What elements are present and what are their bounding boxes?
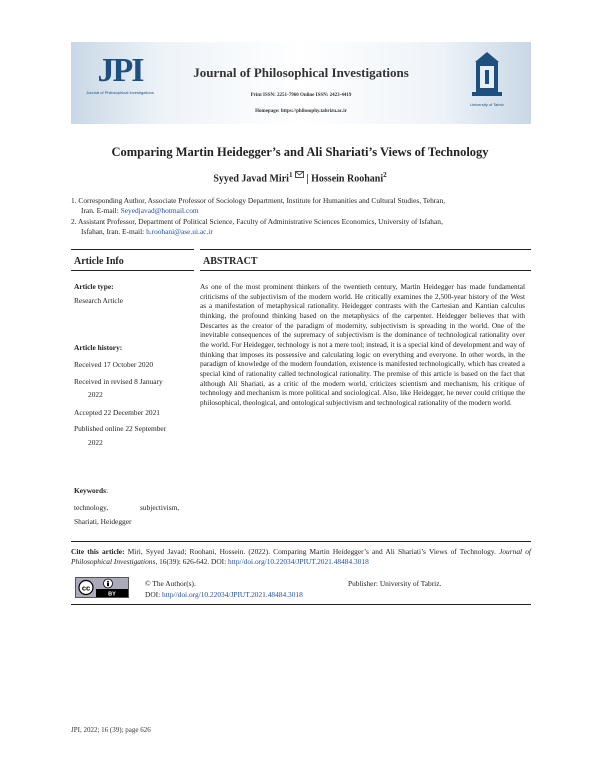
cite-top-rule	[71, 541, 531, 542]
history-revised: Received in revised 8 January	[74, 377, 163, 386]
affiliation-2	[71, 217, 531, 237]
info-top-rule	[71, 249, 194, 250]
affiliation-1-line2	[71, 206, 531, 216]
university-logo	[457, 50, 517, 116]
affiliation-1-line1: 1. Corresponding Author, Associate Professor of Sociology Department, Institute for Humanities and Cultural Studies, Tehran,	[71, 196, 446, 205]
abstract-header: ABSTRACT	[203, 256, 258, 267]
author-1-sup: 1	[288, 171, 293, 179]
authors-line	[0, 171, 600, 184]
affiliation-1-email[interactable]: Seyedjavad@hotmail.com	[120, 206, 199, 215]
history-published: Published online 22 September	[74, 424, 167, 433]
journal-title: Journal of Philosophical Investigations	[193, 65, 409, 80]
keyword-subjectivism: subjectivism,	[140, 503, 180, 512]
cc-by-icon	[76, 578, 128, 597]
keywords-label: Keywords:	[74, 486, 109, 495]
jpi-logo-caption: Journal of Philosophical Investigations	[86, 90, 154, 95]
abstract-bottom-rule	[200, 270, 531, 271]
article-title: Comparing Martin Heidegger’s and Ali Shariati’s Views of Technology	[111, 145, 489, 159]
affiliation-1	[71, 196, 531, 216]
cite-text-2: , 16(39): 626-642. DOI:	[155, 557, 229, 566]
article-type-label: Article type:	[74, 282, 114, 291]
author-2-sup: 2	[383, 171, 387, 179]
cc-by-badge[interactable]	[75, 577, 129, 598]
keywords-line-1	[74, 503, 194, 513]
cite-journal: Journal of Philosophical Investigations	[71, 547, 531, 566]
author-2-name: Hossein Roohani	[311, 173, 384, 185]
affiliation-2-line1: 2. Assistant Professor, Department of Political Science, Faculty of Administrative Sciences Economics, University of Isfahan,	[71, 217, 443, 226]
history-published-year: 2022	[88, 438, 103, 447]
affiliation-2-prefix: Isfahan, Iran. E-mail:	[81, 227, 147, 236]
jpi-logo-mark: JPI	[97, 52, 143, 89]
abstract-text: As one of the most prominent thinkers of the twentieth century, Martin Heidegger has made fundamental criticisms of the subjectivism of the modern world. He critically examines the 2,500-year history of the West as a manifestation of metaphysical rationality. Heidegger contrasts with the Cartesian and Kantian calculus thinking, the profound thinking based on the metaphysics of the carpenter. Heidegger believes that with Descartes as the creator of the paradigm of modernity, subjectivism is spreading in the world. One of the inevitable consequences of the supremacy of subjectivism is the dominance of technological rationality over the world. For Heidegger, technology is not a mere tool; instead, it is a special kind of development and way of thinking that imposes its possessive and calculating logic on everything and everyone. In other words, in the paradigm of knowledge of the modern foundation, existence is manifested technologically, which has created a special kind of rationality called technological rationality. The premise of this article is based on the fact that although Ali Shariati, as a critic of the modern world, criticizes scientism and mechanism, his critique of technology and mechanism is more political and sociological. Also, like Heidegger, he never could critique the philosophical, theological, and ontological subjectivism and technological rationality of the modern world.	[200, 282, 525, 407]
affiliation-2-line2	[71, 227, 531, 237]
article-history-label: Article history:	[74, 343, 123, 352]
cite-doi-link[interactable]: http//doi.org/10.22034/JPIUT.2021.48484.3018	[228, 557, 369, 566]
journal-homepage[interactable]: Homepage: https://philosophy.tabrizu.ac.ir	[255, 109, 347, 114]
history-received: Received 17 October 2020	[74, 360, 154, 369]
cite-label: Cite this article:	[71, 547, 125, 556]
cite-bottom-rule	[71, 604, 531, 605]
author-separator: |	[303, 173, 312, 185]
license-doi-link[interactable]: http//doi.org/10.22034/JPIUT.2021.48484.3018	[162, 590, 303, 599]
by-mark: BY	[108, 591, 116, 597]
license-doi-prefix: DOI:	[145, 590, 163, 599]
info-bottom-rule	[71, 270, 194, 271]
history-accepted: Accepted 22 December 2021	[74, 408, 160, 417]
author-1-name: Syyed Javad Miri	[213, 173, 289, 185]
journal-issn: Print ISSN: 2251-7960 Online ISSN: 2423-4419	[250, 93, 352, 98]
license-doi	[145, 590, 303, 599]
cite-text-1: Miri, Syyed Javad; Roohani, Hossein. (2022). Comparing Martin Heidegger’s and Ali Shariati’s Views of Technology.	[124, 547, 500, 556]
affiliation-2-email[interactable]: h.roohani@ase.ui.ac.ir	[146, 227, 213, 236]
cite-block	[71, 547, 531, 567]
article-info-header: Article Info	[74, 256, 124, 267]
abstract-top-rule	[200, 249, 531, 250]
license-author: © The Author(s).	[145, 579, 196, 588]
history-revised-year: 2022	[88, 390, 103, 399]
keyword-technology: technology,	[74, 503, 109, 512]
article-type-value: Research Article	[74, 296, 124, 305]
affiliation-1-prefix: Iran. E-mail:	[81, 206, 121, 215]
page-footer: JPI, 2022; 16 (39); page 626	[71, 726, 151, 734]
keywords-line-2: Shariati, Heidegger	[74, 517, 132, 526]
cc-mark: cc	[81, 583, 91, 593]
journal-banner	[71, 42, 531, 124]
envelope-icon[interactable]	[295, 171, 304, 178]
university-emblem-icon	[468, 50, 506, 102]
license-publisher: Publisher: University of Tabriz.	[348, 579, 442, 588]
university-caption: University of Tabriz	[470, 102, 504, 107]
jpi-logo	[85, 52, 155, 114]
